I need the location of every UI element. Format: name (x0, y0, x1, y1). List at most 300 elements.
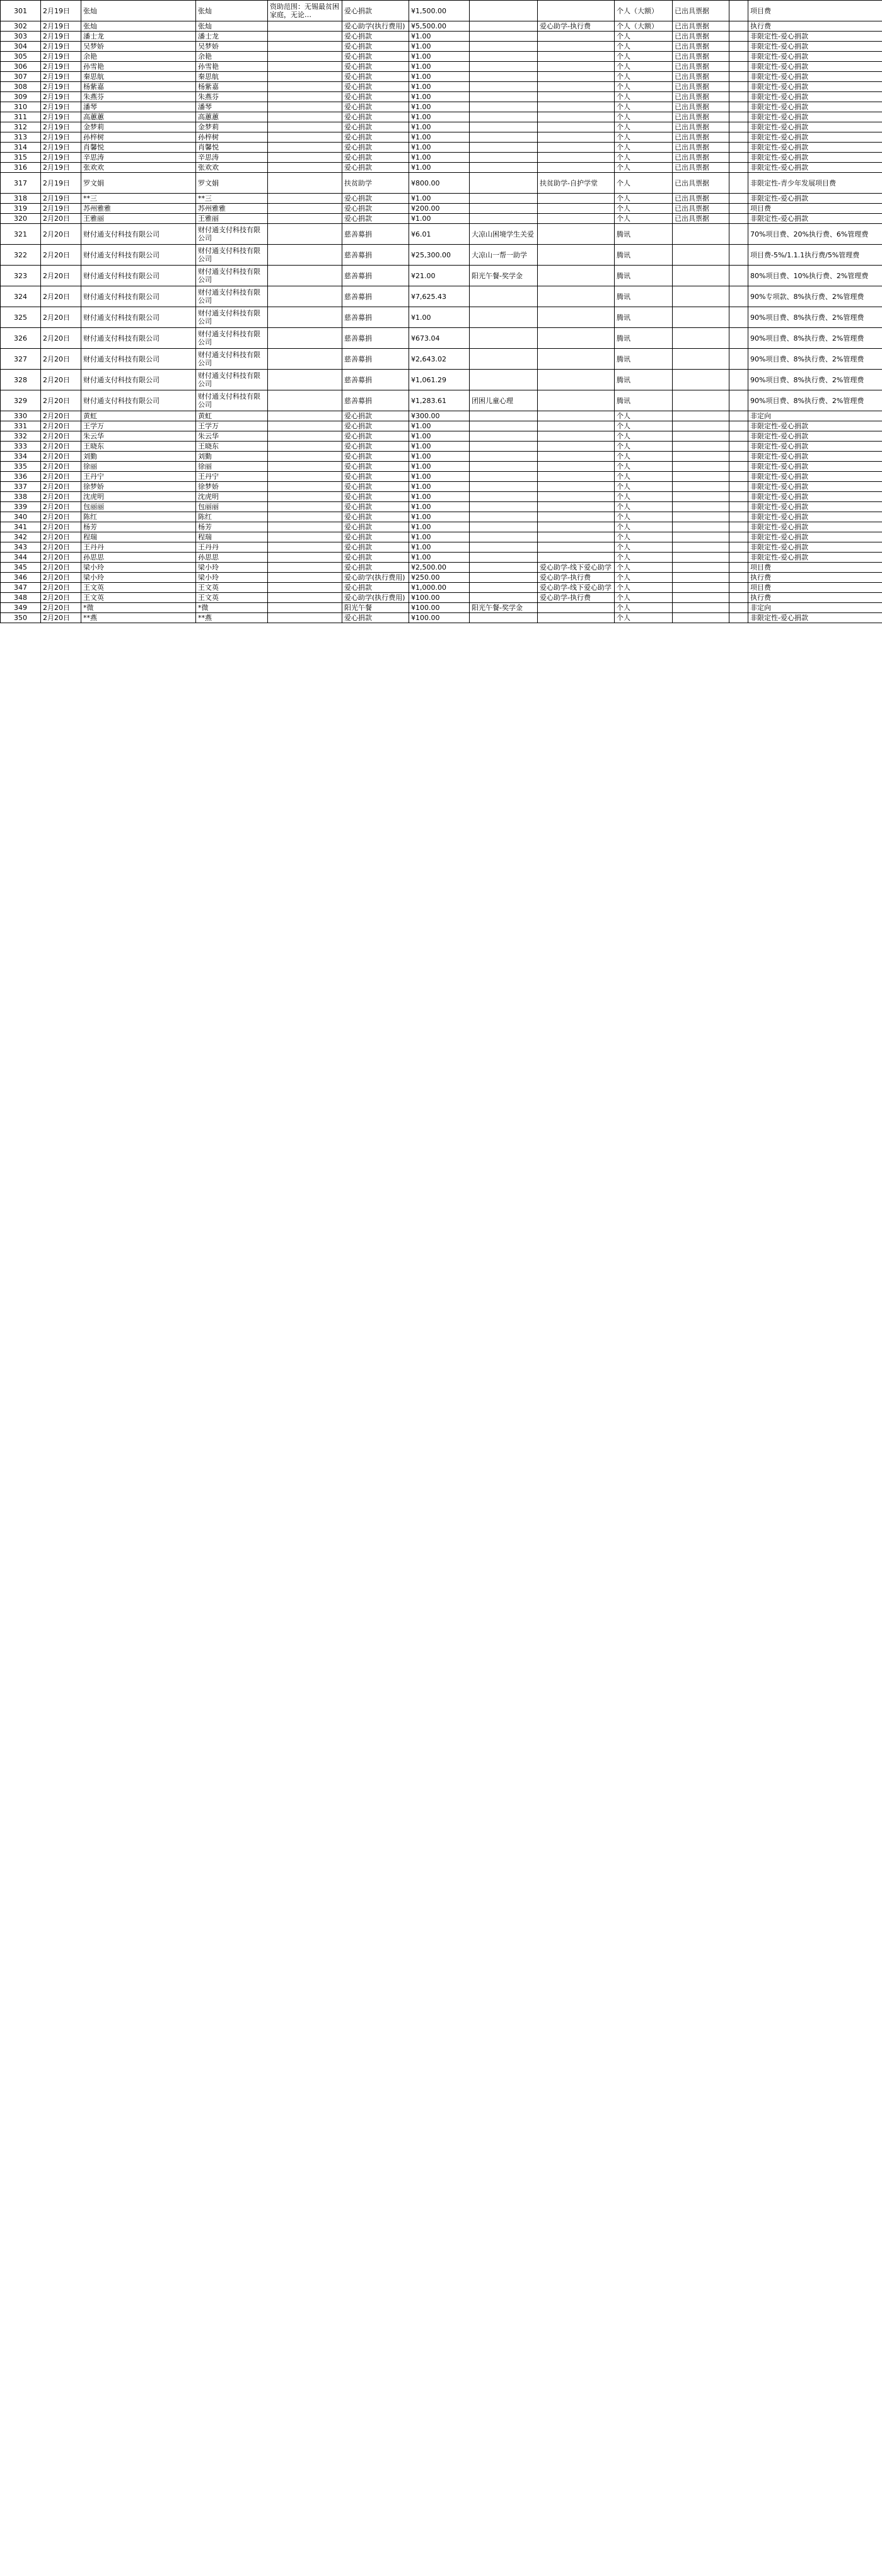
cell-index: 346 (1, 573, 41, 583)
cell-donor-category: 腾讯 (615, 245, 673, 266)
cell-note (268, 349, 342, 370)
cell-fee-note (729, 421, 748, 431)
cell-index: 305 (1, 52, 41, 62)
cell-note (268, 390, 342, 411)
cell-type: 爱心捐款 (342, 563, 409, 573)
cell-donor: 财付通支付科技有限公司 (81, 307, 196, 328)
cell-type: 爱心捐款 (342, 153, 409, 163)
cell-donor-category: 个人 (615, 603, 673, 613)
cell-fee-note (729, 1, 748, 21)
cell-index: 323 (1, 266, 41, 286)
cell-note (268, 173, 342, 194)
cell-note (268, 512, 342, 522)
cell-receipt: 已出具票据 (673, 92, 729, 102)
cell-date: 2月20日 (41, 573, 81, 583)
cell-donor: 朱燕芬 (81, 92, 196, 102)
cell-contact: 金梦莉 (196, 122, 268, 132)
cell-project (470, 72, 538, 82)
cell-fee-note (729, 102, 748, 112)
cell-fee-note (729, 522, 748, 532)
cell-receipt (673, 482, 729, 492)
cell-receipt (673, 307, 729, 328)
cell-index: 309 (1, 92, 41, 102)
cell-fee-note (729, 349, 748, 370)
cell-date: 2月19日 (41, 204, 81, 214)
cell-index: 341 (1, 522, 41, 532)
cell-project (470, 143, 538, 153)
cell-remark: 非限定性-爱心捐款 (748, 143, 882, 153)
cell-contact: 王文英 (196, 583, 268, 593)
cell-purpose (538, 390, 615, 411)
cell-contact: 余艳 (196, 52, 268, 62)
cell-remark: 执行费 (748, 21, 882, 32)
cell-purpose (538, 532, 615, 542)
cell-index: 342 (1, 532, 41, 542)
cell-donor: 财付通支付科技有限公司 (81, 286, 196, 307)
cell-receipt: 已出具票据 (673, 52, 729, 62)
cell-receipt (673, 328, 729, 349)
cell-type: 爱心捐款 (342, 122, 409, 132)
cell-project (470, 163, 538, 173)
cell-project (470, 32, 538, 42)
cell-type: 爱心捐款 (342, 143, 409, 153)
cell-contact: 苏州雅雅 (196, 204, 268, 214)
cell-contact: 王晓东 (196, 442, 268, 452)
cell-purpose (538, 214, 615, 224)
cell-date: 2月20日 (41, 522, 81, 532)
cell-date: 2月19日 (41, 52, 81, 62)
cell-donor-category: 个人 (615, 502, 673, 512)
cell-type: 慈善募捐 (342, 224, 409, 245)
cell-donor: 王丹丹 (81, 542, 196, 553)
cell-project (470, 204, 538, 214)
cell-receipt (673, 532, 729, 542)
cell-receipt: 已出具票据 (673, 21, 729, 32)
cell-amount: ¥7,625.43 (409, 286, 470, 307)
cell-remark: 非限定性-爱心捐款 (748, 214, 882, 224)
table-row (1, 442, 882, 452)
cell-note (268, 214, 342, 224)
cell-remark: 非限定性-爱心捐款 (748, 512, 882, 522)
cell-date: 2月19日 (41, 173, 81, 194)
cell-purpose (538, 92, 615, 102)
cell-contact: 财付通支付科技有限公司 (196, 224, 268, 245)
cell-remark: 项目费 (748, 583, 882, 593)
table-row (1, 224, 882, 245)
cell-donor-category: 个人（大额） (615, 21, 673, 32)
cell-receipt: 已出具票据 (673, 1, 729, 21)
cell-type: 慈善募捐 (342, 370, 409, 390)
cell-donor: *微 (81, 603, 196, 613)
table-row (1, 307, 882, 328)
cell-contact: 罗文娟 (196, 173, 268, 194)
cell-receipt: 已出具票据 (673, 214, 729, 224)
cell-donor: 潘士龙 (81, 32, 196, 42)
cell-donor: 罗文娟 (81, 173, 196, 194)
cell-receipt: 已出具票据 (673, 42, 729, 52)
cell-date: 2月20日 (41, 452, 81, 462)
cell-amount: ¥100.00 (409, 613, 470, 623)
cell-contact: 王丹丹 (196, 542, 268, 553)
cell-remark: 非限定性-爱心捐款 (748, 52, 882, 62)
table-row (1, 82, 882, 92)
cell-purpose (538, 452, 615, 462)
cell-note (268, 32, 342, 42)
cell-amount: ¥1.00 (409, 153, 470, 163)
cell-contact: 孙思思 (196, 553, 268, 563)
table-row (1, 583, 882, 593)
cell-note (268, 502, 342, 512)
cell-type: 爱心捐款 (342, 132, 409, 143)
cell-project (470, 472, 538, 482)
cell-purpose (538, 442, 615, 452)
cell-project (470, 482, 538, 492)
cell-purpose (538, 542, 615, 553)
cell-amount: ¥673.04 (409, 328, 470, 349)
cell-contact: 财付通支付科技有限公司 (196, 245, 268, 266)
cell-contact: 杨紫嘉 (196, 82, 268, 92)
cell-date: 2月20日 (41, 482, 81, 492)
cell-type: 爱心助学(执行费用) (342, 593, 409, 603)
cell-fee-note (729, 224, 748, 245)
cell-date: 2月20日 (41, 286, 81, 307)
cell-receipt (673, 502, 729, 512)
cell-date: 2月20日 (41, 613, 81, 623)
cell-type: 慈善募捐 (342, 390, 409, 411)
cell-amount: ¥100.00 (409, 603, 470, 613)
cell-donor: 黄虹 (81, 411, 196, 421)
cell-receipt (673, 286, 729, 307)
table-row (1, 542, 882, 553)
cell-date: 2月20日 (41, 307, 81, 328)
cell-date: 2月20日 (41, 593, 81, 603)
cell-purpose (538, 245, 615, 266)
cell-donor-category: 个人 (615, 122, 673, 132)
cell-date: 2月19日 (41, 143, 81, 153)
cell-receipt (673, 224, 729, 245)
cell-purpose (538, 204, 615, 214)
cell-purpose (538, 482, 615, 492)
cell-contact: 刘勤 (196, 452, 268, 462)
cell-donor-category: 个人 (615, 442, 673, 452)
cell-fee-note (729, 482, 748, 492)
cell-project (470, 102, 538, 112)
cell-remark: 非限定性-爱心捐款 (748, 62, 882, 72)
cell-amount: ¥5,500.00 (409, 21, 470, 32)
cell-note (268, 573, 342, 583)
cell-contact: 梁小玲 (196, 563, 268, 573)
cell-fee-note (729, 583, 748, 593)
table-row (1, 411, 882, 421)
cell-donor-category: 个人 (615, 42, 673, 52)
cell-purpose: 扶贫助学-自护学堂 (538, 173, 615, 194)
cell-receipt (673, 390, 729, 411)
cell-index: 312 (1, 122, 41, 132)
cell-type: 慈善募捐 (342, 286, 409, 307)
cell-index: 318 (1, 194, 41, 204)
cell-purpose (538, 613, 615, 623)
cell-fee-note (729, 153, 748, 163)
cell-index: 343 (1, 542, 41, 553)
cell-purpose (538, 286, 615, 307)
cell-index: 348 (1, 593, 41, 603)
cell-donor: 程瑞 (81, 532, 196, 542)
cell-type: 慈善募捐 (342, 349, 409, 370)
cell-date: 2月20日 (41, 266, 81, 286)
cell-contact: 财付通支付科技有限公司 (196, 370, 268, 390)
cell-amount: ¥1.00 (409, 122, 470, 132)
cell-amount: ¥1.00 (409, 102, 470, 112)
cell-type: 爱心捐款 (342, 62, 409, 72)
cell-date: 2月20日 (41, 512, 81, 522)
cell-type: 爱心捐款 (342, 52, 409, 62)
cell-remark: 90%项目费、8%执行费、2%管理费 (748, 390, 882, 411)
table-row (1, 122, 882, 132)
cell-project (470, 411, 538, 421)
cell-purpose: 爱心助学-执行费 (538, 573, 615, 583)
cell-index: 338 (1, 492, 41, 502)
cell-amount: ¥1.00 (409, 214, 470, 224)
cell-index: 321 (1, 224, 41, 245)
cell-note (268, 593, 342, 603)
cell-project (470, 563, 538, 573)
cell-amount: ¥1.00 (409, 472, 470, 482)
cell-note (268, 21, 342, 32)
cell-fee-note (729, 62, 748, 72)
cell-type: 慈善募捐 (342, 266, 409, 286)
cell-project (470, 613, 538, 623)
cell-receipt: 已出具票据 (673, 143, 729, 153)
cell-fee-note (729, 603, 748, 613)
cell-amount: ¥1.00 (409, 32, 470, 42)
cell-type: 爱心捐款 (342, 431, 409, 442)
cell-amount: ¥1.00 (409, 462, 470, 472)
cell-purpose (538, 472, 615, 482)
cell-contact: 潘士龙 (196, 32, 268, 42)
cell-contact: 徐丽 (196, 462, 268, 472)
table-row (1, 421, 882, 431)
cell-contact: 陈红 (196, 512, 268, 522)
cell-remark: 非限定性-爱心捐款 (748, 132, 882, 143)
cell-note (268, 431, 342, 442)
cell-contact: 孙梓树 (196, 132, 268, 143)
cell-date: 2月20日 (41, 472, 81, 482)
cell-project (470, 21, 538, 32)
cell-remark: 项目费 (748, 204, 882, 214)
cell-remark: 非限定性-爱心捐款 (748, 163, 882, 173)
cell-donor: 肖馨悦 (81, 143, 196, 153)
cell-fee-note (729, 593, 748, 603)
cell-receipt: 已出具票据 (673, 173, 729, 194)
cell-remark: 非限定性-爱心捐款 (748, 502, 882, 512)
table-row (1, 102, 882, 112)
cell-type: 慈善募捐 (342, 307, 409, 328)
cell-date: 2月19日 (41, 1, 81, 21)
cell-note (268, 442, 342, 452)
cell-receipt: 已出具票据 (673, 62, 729, 72)
table-row (1, 245, 882, 266)
cell-fee-note (729, 214, 748, 224)
cell-project (470, 583, 538, 593)
cell-type: 阳光午餐 (342, 603, 409, 613)
cell-date: 2月20日 (41, 349, 81, 370)
cell-fee-note (729, 204, 748, 214)
cell-project (470, 42, 538, 52)
table-row (1, 286, 882, 307)
cell-purpose (538, 32, 615, 42)
cell-donor: 张灿 (81, 1, 196, 21)
cell-note (268, 532, 342, 542)
cell-fee-note (729, 132, 748, 143)
cell-donor-category: 个人 (615, 72, 673, 82)
cell-receipt (673, 452, 729, 462)
cell-purpose (538, 112, 615, 122)
cell-contact: 王学万 (196, 421, 268, 431)
cell-receipt (673, 542, 729, 553)
cell-amount: ¥1.00 (409, 553, 470, 563)
cell-amount: ¥100.00 (409, 593, 470, 603)
cell-remark: 非限定性-爱心捐款 (748, 153, 882, 163)
cell-index: 332 (1, 431, 41, 442)
cell-receipt: 已出具票据 (673, 32, 729, 42)
cell-contact: 黄虹 (196, 411, 268, 421)
cell-donor: 财付通支付科技有限公司 (81, 245, 196, 266)
cell-receipt (673, 245, 729, 266)
cell-receipt (673, 522, 729, 532)
cell-donor: 王丹宁 (81, 472, 196, 482)
cell-fee-note (729, 32, 748, 42)
cell-donor-category: 腾讯 (615, 370, 673, 390)
cell-type: 慈善募捐 (342, 245, 409, 266)
cell-amount: ¥2,643.02 (409, 349, 470, 370)
cell-note (268, 112, 342, 122)
cell-amount: ¥1.00 (409, 421, 470, 431)
cell-donor-category: 个人 (615, 431, 673, 442)
table-row (1, 563, 882, 573)
cell-remark: 非限定性-爱心捐款 (748, 522, 882, 532)
cell-amount: ¥1.00 (409, 143, 470, 153)
cell-fee-note (729, 472, 748, 482)
cell-amount: ¥1.00 (409, 163, 470, 173)
cell-date: 2月19日 (41, 92, 81, 102)
cell-remark: 非定向 (748, 411, 882, 421)
cell-contact: 杨芳 (196, 522, 268, 532)
table-row (1, 512, 882, 522)
cell-purpose: 爱心助学-线下爱心助学 (538, 583, 615, 593)
cell-donor-category: 个人 (615, 204, 673, 214)
cell-index: 327 (1, 349, 41, 370)
cell-amount: ¥1.00 (409, 452, 470, 462)
cell-fee-note (729, 92, 748, 102)
cell-contact: 财付通支付科技有限公司 (196, 349, 268, 370)
cell-project (470, 132, 538, 143)
cell-amount: ¥25,300.00 (409, 245, 470, 266)
table-row (1, 92, 882, 102)
cell-donor: 王文英 (81, 583, 196, 593)
cell-purpose (538, 163, 615, 173)
cell-type: 爱心助学(执行费用) (342, 573, 409, 583)
table-row (1, 132, 882, 143)
cell-receipt (673, 553, 729, 563)
cell-remark: 非限定性-爱心捐款 (748, 442, 882, 452)
cell-remark: 非限定性-爱心捐款 (748, 482, 882, 492)
table-row (1, 390, 882, 411)
cell-remark: 非限定性-爱心捐款 (748, 462, 882, 472)
cell-remark: 80%项目费、10%执行费、2%管理费 (748, 266, 882, 286)
cell-donor-category: 个人 (615, 472, 673, 482)
cell-index: 344 (1, 553, 41, 563)
cell-amount: ¥1.00 (409, 532, 470, 542)
cell-note (268, 52, 342, 62)
cell-receipt (673, 593, 729, 603)
cell-index: 322 (1, 245, 41, 266)
cell-donor-category: 个人 (615, 132, 673, 143)
cell-date: 2月20日 (41, 370, 81, 390)
table-row (1, 502, 882, 512)
cell-index: 350 (1, 613, 41, 623)
cell-receipt (673, 462, 729, 472)
cell-contact: 王雅丽 (196, 214, 268, 224)
cell-donor: 孙思思 (81, 553, 196, 563)
cell-amount: ¥1.00 (409, 62, 470, 72)
table-row (1, 613, 882, 623)
cell-donor: 财付通支付科技有限公司 (81, 224, 196, 245)
cell-donor: 财付通支付科技有限公司 (81, 390, 196, 411)
cell-donor-category: 个人 (615, 214, 673, 224)
cell-amount: ¥1.00 (409, 442, 470, 452)
table-row (1, 62, 882, 72)
cell-project (470, 328, 538, 349)
cell-purpose (538, 431, 615, 442)
cell-remark: 非限定性-爱心捐款 (748, 102, 882, 112)
cell-fee-note (729, 411, 748, 421)
cell-note (268, 92, 342, 102)
cell-index: 345 (1, 563, 41, 573)
cell-amount: ¥1.00 (409, 82, 470, 92)
cell-donor: 王晓东 (81, 442, 196, 452)
cell-fee-note (729, 72, 748, 82)
cell-donor-category: 腾讯 (615, 328, 673, 349)
cell-project (470, 349, 538, 370)
cell-note (268, 563, 342, 573)
cell-fee-note (729, 143, 748, 153)
cell-index: 304 (1, 42, 41, 52)
cell-donor: 财付通支付科技有限公司 (81, 266, 196, 286)
cell-index: 307 (1, 72, 41, 82)
cell-date: 2月19日 (41, 132, 81, 143)
cell-donor-category: 个人 (615, 62, 673, 72)
cell-donor: 财付通支付科技有限公司 (81, 370, 196, 390)
table-row (1, 32, 882, 42)
cell-amount: ¥300.00 (409, 411, 470, 421)
cell-donor: 王文英 (81, 593, 196, 603)
cell-type: 爱心捐款 (342, 583, 409, 593)
cell-type: 爱心捐款 (342, 492, 409, 502)
cell-donor-category: 个人 (615, 92, 673, 102)
cell-receipt (673, 266, 729, 286)
cell-index: 308 (1, 82, 41, 92)
cell-amount: ¥1.00 (409, 307, 470, 328)
cell-index: 316 (1, 163, 41, 173)
cell-amount: ¥6.01 (409, 224, 470, 245)
cell-amount: ¥1.00 (409, 431, 470, 442)
cell-project (470, 462, 538, 472)
cell-remark: 非限定性-爱心捐款 (748, 492, 882, 502)
cell-note (268, 613, 342, 623)
cell-project (470, 1, 538, 21)
cell-remark: 非限定性-爱心捐款 (748, 194, 882, 204)
cell-remark: 执行费 (748, 593, 882, 603)
